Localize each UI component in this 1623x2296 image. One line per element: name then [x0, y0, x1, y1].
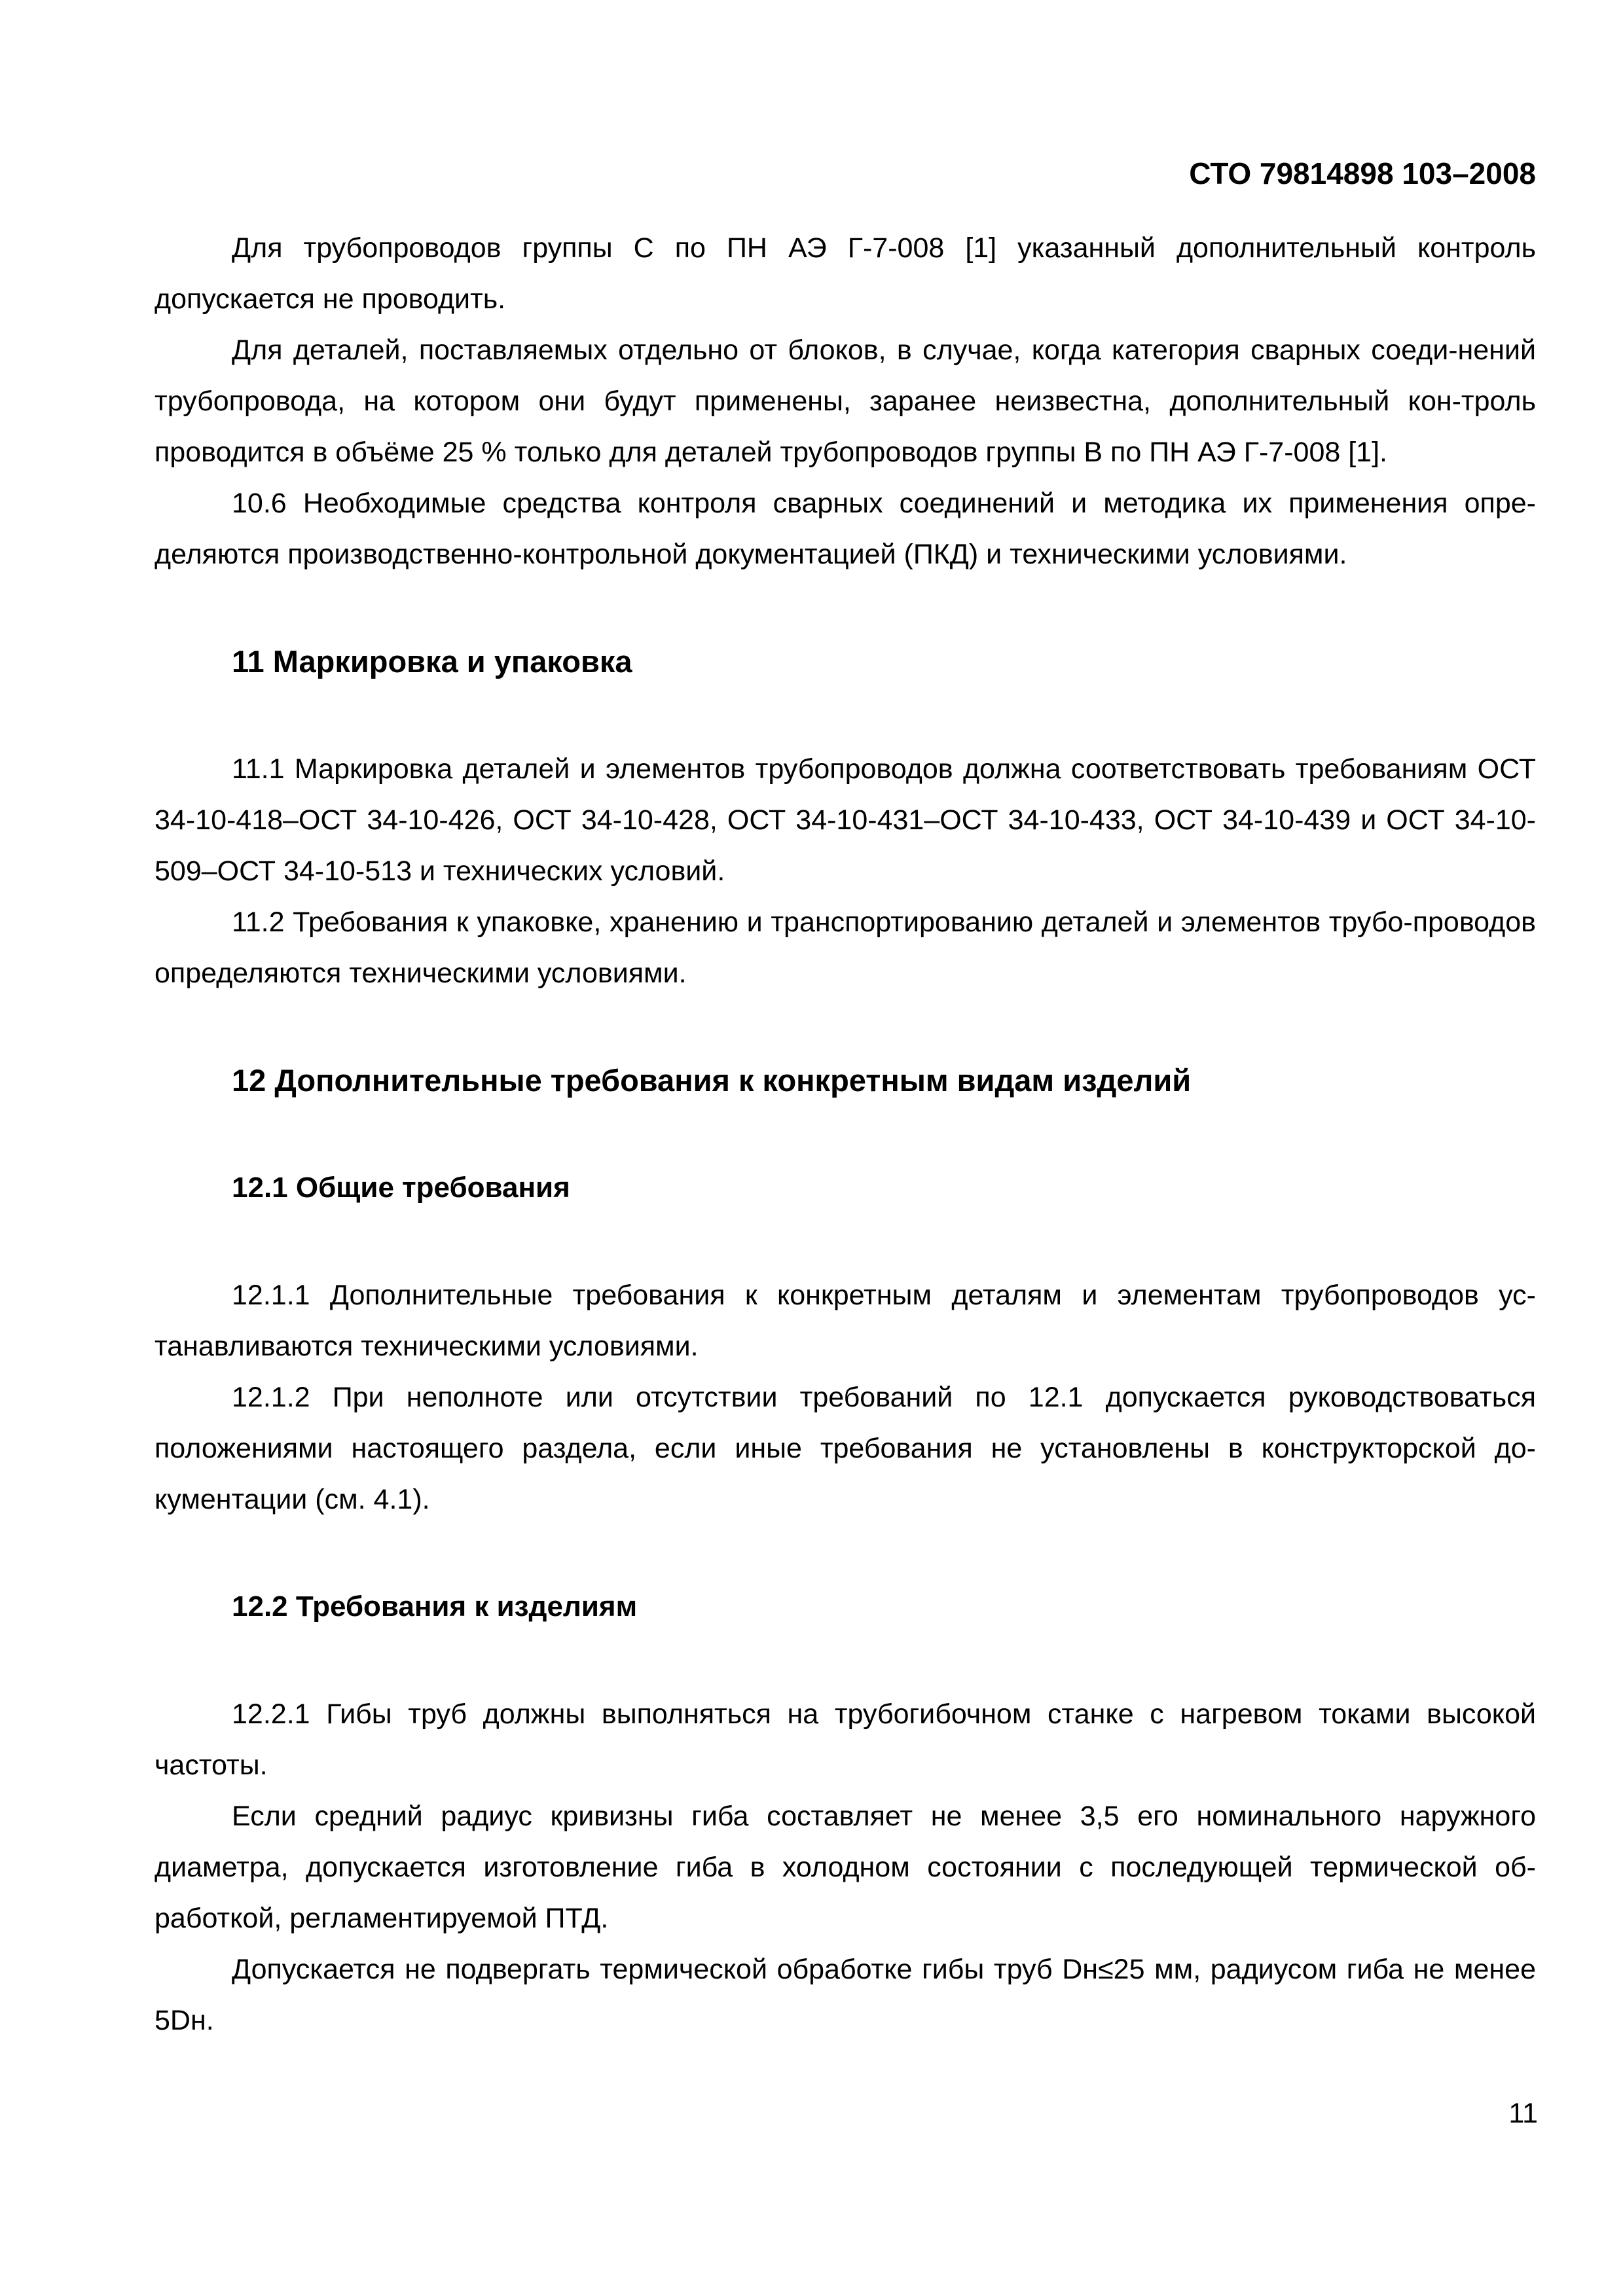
document-code: СТО 79814898 103–2008	[1189, 156, 1536, 190]
paragraph-12-1-1: 12.1.1 Дополнительные требования к конкретным деталям и элементам трубопроводов ус-танавливаются техническими условиями.	[155, 1280, 1536, 1362]
page-content	[155, 223, 1536, 2046]
paragraph-bend-radius: Если средний радиус кривизны гиба составляет не менее 3,5 его номинального наружного диаметра, допускается изготовление гиба в холодном состоянии с последующей термической об-работкой, регламентируемой ПТД.	[155, 1801, 1536, 1934]
subsection-heading-12-1: 12.1 Общие требования	[232, 1172, 570, 1204]
paragraph-group-c-control: Для трубопроводов группы С по ПН АЭ Г-7-008 [1] указанный дополнительный контроль допускается не проводить.	[155, 232, 1536, 315]
subsection-heading-12-2: 12.2 Требования к изделиям	[232, 1590, 638, 1623]
paragraph-11-2: 11.2 Требования к упаковке, хранению и транспортированию деталей и элементов трубо-проводов определяются техническими условиями.	[155, 906, 1536, 989]
paragraph-heat-treatment-exception: Допускается не подвергать термической обработке гибы труб Dн≤25 мм, радиусом гиба не менее 5Dн.	[155, 1954, 1536, 2036]
paragraph-11-1: 11.1 Маркировка деталей и элементов трубопроводов должна соответствовать требованиям ОСТ 34-10-418–ОСТ 34-10-426, ОСТ 34-10-428, ОСТ 34-10-431–ОСТ 34-10-433, ОСТ 34-10-439 и ОСТ 34-10-509–ОСТ 34-10-513 и технических условий.	[155, 753, 1536, 887]
page-number: 11	[1508, 2098, 1538, 2129]
section-heading-11: 11 Маркировка и упаковка	[232, 644, 632, 679]
paragraph-separate-parts-control: Для деталей, поставляемых отдельно от блоков, в случае, когда категория сварных соеди-нений трубопровода, на котором они будут применены, заранее неизвестна, дополнительный кон-троль проводится в объёме 25 % только для деталей трубопроводов группы В по ПН АЭ Г-7-008 [1].	[155, 334, 1536, 468]
paragraph-12-2-1: 12.2.1 Гибы труб должны выполняться на трубогибочном станке с нагревом токами высокой частоты.	[155, 1698, 1536, 1781]
section-heading-12: 12 Дополнительные требования к конкретным видам изделий	[232, 1063, 1192, 1098]
paragraph-10-6: 10.6 Необходимые средства контроля сварных соединений и методика их применения опре-деляются производственно-контрольной документацией (ПКД) и техническими условиями.	[155, 488, 1536, 570]
paragraph-12-1-2: 12.1.2 При неполноте или отсутствии требований по 12.1 допускается руководствоваться положениями настоящего раздела, если иные требования не установлены в конструкторской до-кументации (см. 4.1).	[155, 1382, 1536, 1515]
